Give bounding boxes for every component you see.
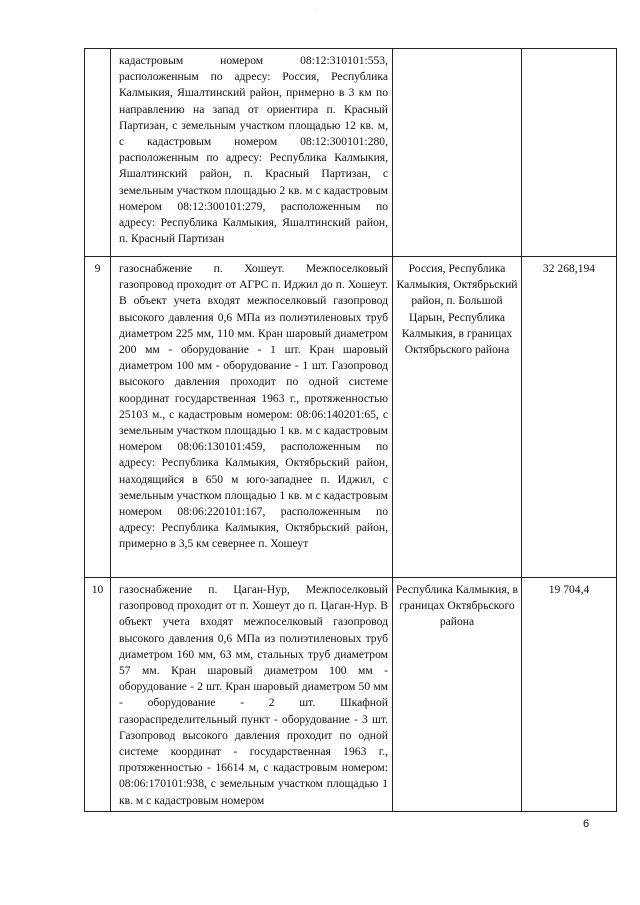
description-text: газоснабжение п. Цаган-Нур, Межпоселковый газопровод проходит от п. Хошеут до п. Цаган-Нур. В объект учета входят межпоселковый газопровод высокого давления 0,6 МПа из полиэтиленовых труб диаметром 160 мм, 63 мм, стальных труб диаметром 57 мм. Кран шаровый диаметром 100 мм - оборудование - 2 шт. Кран шаровый диаметром 50 мм - оборудование - 2 шт. Шкафной газораспределительный пункт - оборудование - 3 шт. Газопровод высокого давления проходит по одной системе координат - государственная 1963 г., протяженностью - 16614 м, с кадастровым номером: 08:06:170101:938, с земельным участком площадью 1 кв. м с кадастровым номером xyxy=(119,583,388,807)
table-row xyxy=(85,578,617,812)
description-text: газоснабжение п. Хошеут. Межпоселковый газопровод проходит от АГРС п. Иджил до п. Хошеут. В объект учета входят межпоселковый газопровод высокого давления 0,6 МПа из полиэтиленовых труб диаметром 225 мм, 110 мм. Кран шаровый диаметром 200 мм - оборудование - 1 шт. Кран шаровый диаметром 100 мм - оборудование - 1 шт. Газопровод высокого давления проходит по одной системе координат государственная 1963 г., протяженностью 25103 м., с кадастровым номером: 08:06:140201:65, с земельным участком площадью 1 кв. м с кадастровым номером 08:06:130101:459, расположенным по адресу: Республика Калмыкия, Октябрьский район, находящийся в 650 м юго-западнее п. Иджил, с земельным участком площадью 1 кв. м с кадастровым номером 08:06:220101:167, расположенным по адресу: Республика Калмыкия, Октябрьский район, примерно в 3,5 км севернее п. Хошеут xyxy=(119,262,388,551)
registry-table xyxy=(84,48,617,812)
object-value xyxy=(522,49,617,257)
row-number: 10 xyxy=(85,578,111,812)
object-address: Республика Калмыкия, в границах Октябрьского района xyxy=(393,578,522,812)
object-value: 19 704,4 xyxy=(522,578,617,812)
object-address: Россия, Республика Калмыкия, Октябрьский район, п. Большой Царын, Республика Калмыкия, в границах Октябрьского района xyxy=(393,257,522,578)
description-text: кадастровым номером 08:12:310101:553, расположенным по адресу: Россия, Республика Калмыкия, Яшалтинский район, примерно в 3 км по направлению на запад от ориентира п. Красный Партизан, с земельным участком площадью 12 кв. м, с кадастровым номером 08:12:300101:280, расположенным по адресу: Республика Калмыкия, Яшалтинский район, п. Красный Партизан, с земельным участком площадью 2 кв. м с кадастровым номером 08:12:300101:279, расположенным по адресу: Республика Калмыкия, Яшалтинский район, п. Красный Партизан xyxy=(119,54,388,246)
object-value: 32 268,194 xyxy=(522,257,617,578)
scan-speck: · xyxy=(316,6,318,12)
object-description xyxy=(111,49,393,257)
table-row xyxy=(85,49,617,257)
object-address xyxy=(393,49,522,257)
page-number: 6 xyxy=(583,818,590,830)
object-description xyxy=(111,257,393,578)
row-number xyxy=(85,49,111,257)
table-row xyxy=(85,257,617,578)
object-description xyxy=(111,578,393,812)
row-number: 9 xyxy=(85,257,111,578)
